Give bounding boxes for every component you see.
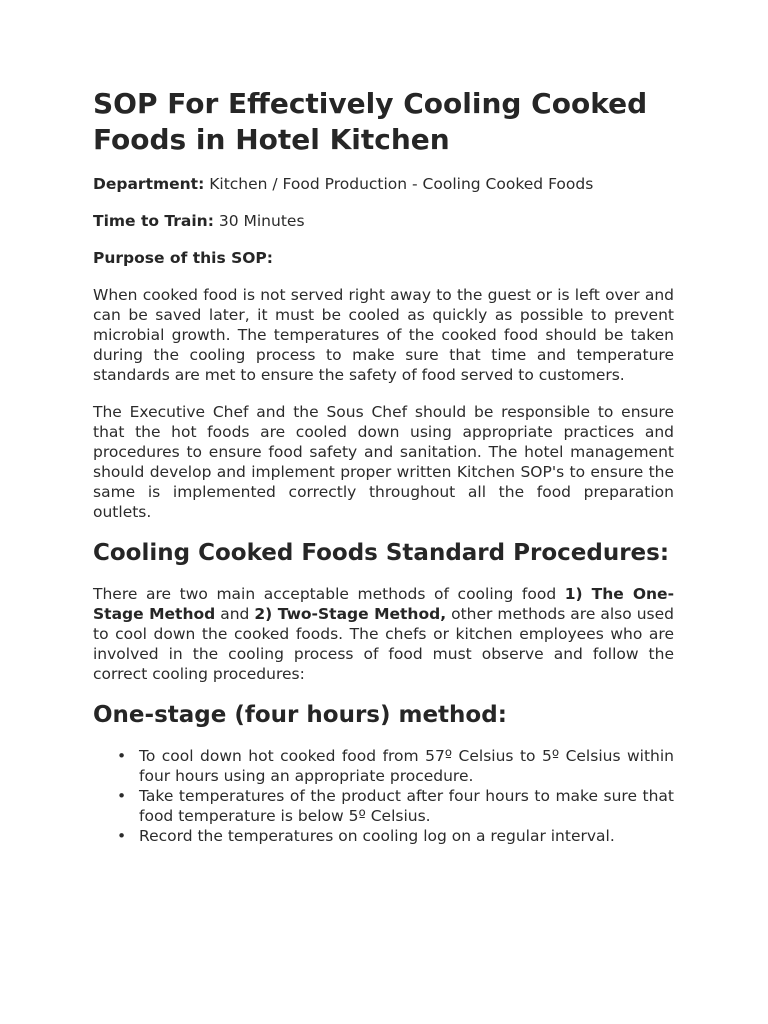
purpose-paragraph-2: The Executive Chef and the Sous Chef should be responsible to ensure that the hot foods are cooled down using appropriate practices and procedures to ensure food safety and sanitation. The hotel management should develop and implement proper written Kitchen SOP's to ensure the same is implemented correctly throughout all the food preparation outlets. [93,403,674,521]
list-item-text: Record the temperatures on cooling log on a regular interval. [139,827,615,845]
procedures-intro-text-2: and [215,605,255,623]
procedures-intro-text-1: There are two main acceptable methods of cooling food [93,585,565,603]
list-item-text: Take temperatures of the product after four hours to make sure that food temperature is below 5º Celsius. [139,787,674,825]
document-page [93,86,674,846]
department-line [93,174,674,194]
department-label: Department: [93,175,205,193]
purpose-paragraph-1: When cooked food is not served right away to the guest or is left over and can be saved later, it must be cooled as quickly as possible to prevent microbial growth. The temperatures of the cooked food should be taken during the cooling process to make sure that time and temperature standards are met to ensure the safety of food served to customers. [93,286,674,384]
list-item [117,826,674,846]
time-to-train-value: 30 Minutes [213,212,305,230]
department-value: Kitchen / Food Production - Cooling Cooked Foods [204,175,594,193]
procedures-intro-text-3: other methods are also used to cool down the cooked foods. The chefs or kitchen employees who are involved in the cooling process of food must observe and follow the correct cooling procedures: [93,605,674,683]
one-stage-list [93,746,674,846]
purpose-heading-text: Purpose of this SOP: [93,249,273,267]
method-two-label: 2) Two-Stage Method, [254,605,447,623]
list-item [117,786,674,826]
list-item [117,746,674,786]
bullet-icon: • [117,747,127,765]
procedures-heading: Cooling Cooked Foods Standard Procedures: [93,540,670,566]
page-title: SOP For Effectively Cooling Cooked Foods in Hotel Kitchen [93,87,648,156]
bullet-icon: • [117,827,127,845]
time-to-train-label: Time to Train: [93,212,214,230]
bullet-icon: • [117,787,127,805]
one-stage-heading: One-stage (four hours) method: [93,702,507,728]
purpose-heading [93,248,674,268]
method-one-label: 1) The One-Stage Method [93,585,674,623]
list-item-text: To cool down hot cooked food from 57º Celsius to 5º Celsius within four hours using an appropriate procedure. [139,747,674,785]
time-to-train-line [93,211,674,231]
procedures-intro [93,584,674,684]
